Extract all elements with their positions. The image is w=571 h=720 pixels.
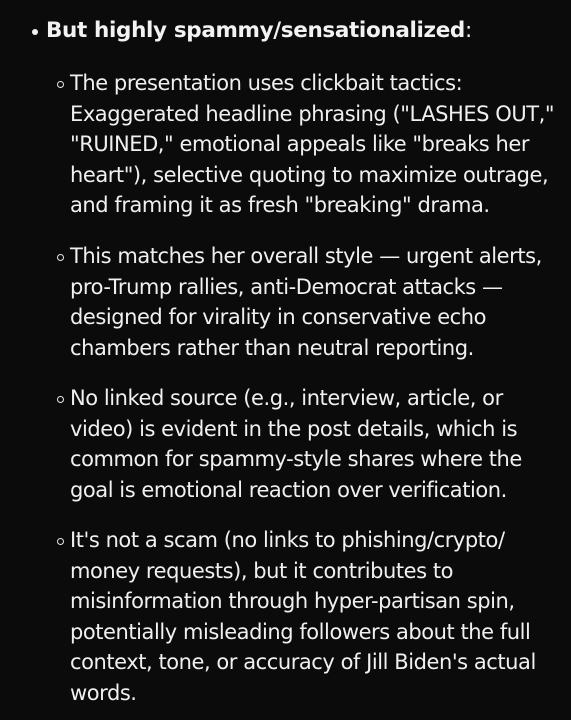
text-line: money requests), but it contributes to — [70, 558, 454, 583]
sub-bullet-item — [70, 383, 550, 505]
bullet-heading-bold: But highly spammy/sensationalized — [46, 18, 465, 43]
text-line: chambers rather than neutral reporting. — [70, 335, 474, 360]
text-line: designed for virality in conservative echo — [70, 305, 487, 330]
sub-bullet-item — [70, 241, 550, 363]
text-line: heart"), selective quoting to maximize outrage, — [70, 162, 549, 187]
sub-bullet-item — [70, 68, 555, 221]
text-line: context, tone, or accuracy of Jill Biden's actual — [70, 650, 536, 675]
circle-bullet-icon — [57, 81, 64, 88]
circle-bullet-icon — [57, 396, 64, 403]
circle-bullet-icon — [57, 254, 64, 261]
text-line: The presentation uses clickbait tactics: — [70, 71, 463, 95]
bullet-heading — [46, 16, 472, 46]
bullet-heading-colon: : — [464, 18, 472, 43]
text-line: and framing it as fresh "breaking" drama. — [70, 193, 490, 218]
text-line: It's not a scam (no links to phishing/crypto/ — [70, 528, 505, 552]
sub-bullet-item — [70, 525, 550, 709]
text-line: goal is emotional reaction over verification. — [70, 477, 507, 502]
text-line: misinformation through hyper-partisan spin, — [70, 589, 515, 614]
text-line: common for spammy-style shares where the — [70, 447, 522, 472]
text-line: No linked source (e.g., interview, article, or — [70, 386, 503, 410]
circle-bullet-icon — [57, 538, 64, 545]
text-line: "RUINED," emotional appeals like "breaks her — [70, 132, 530, 157]
text-line: This matches her overall style — urgent alerts, — [70, 244, 542, 268]
bullet-dot-icon — [32, 29, 38, 35]
text-line: video) is evident in the post details, which is — [70, 416, 518, 441]
text-line: words. — [70, 680, 137, 705]
text-line: potentially misleading followers about the full — [70, 619, 531, 644]
text-line: Exaggerated headline phrasing ("LASHES OUT," — [70, 101, 555, 126]
text-line: pro-Trump rallies, anti-Democrat attacks — — [70, 274, 503, 299]
